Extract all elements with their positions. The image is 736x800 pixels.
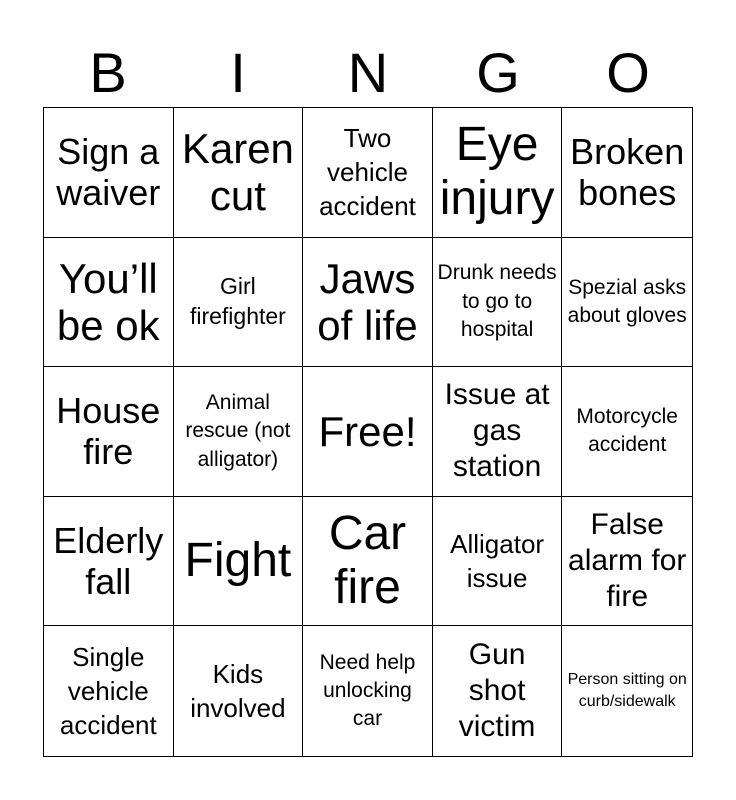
bingo-cell[interactable] — [562, 367, 692, 497]
bingo-cell[interactable] — [562, 108, 692, 238]
bingo-cell[interactable] — [562, 497, 692, 627]
header-letter-i: I — [230, 41, 246, 104]
bingo-cell[interactable] — [44, 497, 174, 627]
cell-label: Fight — [184, 533, 292, 587]
bingo-cell[interactable] — [433, 108, 563, 238]
free-space-label: Free! — [318, 407, 417, 455]
bingo-cell[interactable] — [303, 108, 433, 238]
header-letter-o: O — [606, 41, 650, 104]
cell-label: Spezial asks about gloves — [567, 275, 687, 327]
header-letter-g: G — [476, 41, 520, 104]
bingo-cell[interactable] — [433, 497, 563, 627]
cell-label: Karen cut — [181, 125, 294, 220]
bingo-board — [43, 107, 693, 757]
bingo-cell[interactable] — [44, 108, 174, 238]
cell-label: False alarm for fire — [568, 508, 687, 614]
cell-label: House fire — [56, 390, 161, 473]
bingo-cell[interactable] — [44, 626, 174, 756]
cell-label: Motorcycle accident — [576, 405, 678, 457]
bingo-cell[interactable] — [433, 238, 563, 368]
bingo-cell[interactable] — [433, 626, 563, 756]
bingo-cell[interactable] — [562, 238, 692, 368]
header-letter-n: N — [347, 41, 389, 104]
bingo-cell[interactable] — [174, 238, 304, 368]
cell-label: You’ll be ok — [56, 254, 160, 349]
cell-label: Broken bones — [570, 130, 685, 214]
bingo-cell[interactable] — [174, 367, 304, 497]
cell-label: Jaws of life — [317, 254, 418, 349]
cell-label: Kids involved — [190, 658, 286, 724]
bingo-cell[interactable] — [433, 367, 563, 497]
cell-label: Girl firefighter — [189, 273, 286, 329]
bingo-cell[interactable] — [303, 497, 433, 627]
bingo-cell[interactable] — [174, 497, 304, 627]
cell-label: Animal rescue (not alligator) — [185, 390, 291, 471]
cell-label: Drunk needs to go to hospital — [437, 261, 557, 342]
cell-label: Elderly fall — [53, 519, 164, 603]
cell-label: Eye injury — [439, 118, 555, 226]
cell-label: Single vehicle accident — [59, 641, 157, 741]
bingo-cell[interactable] — [44, 367, 174, 497]
cell-label: Need help unlocking car — [319, 650, 416, 731]
cell-label: Two vehicle accident — [319, 122, 416, 222]
bingo-cell[interactable] — [44, 238, 174, 368]
bingo-cell[interactable] — [174, 626, 304, 756]
cell-label: Gun shot victim — [458, 638, 536, 744]
cell-label: Alligator issue — [450, 528, 545, 594]
cell-label: Person sitting on curb/sidewalk — [567, 670, 687, 711]
cell-label: Sign a waiver — [56, 130, 161, 214]
free-space-cell[interactable] — [303, 367, 433, 497]
bingo-cell[interactable] — [174, 108, 304, 238]
bingo-cell[interactable] — [562, 626, 692, 756]
bingo-cell[interactable] — [303, 238, 433, 368]
bingo-header — [43, 40, 693, 106]
cell-label: Issue at gas station — [444, 378, 550, 484]
bingo-cell[interactable] — [303, 626, 433, 756]
header-letter-b: B — [89, 41, 127, 104]
cell-label: Car fire — [328, 506, 407, 615]
